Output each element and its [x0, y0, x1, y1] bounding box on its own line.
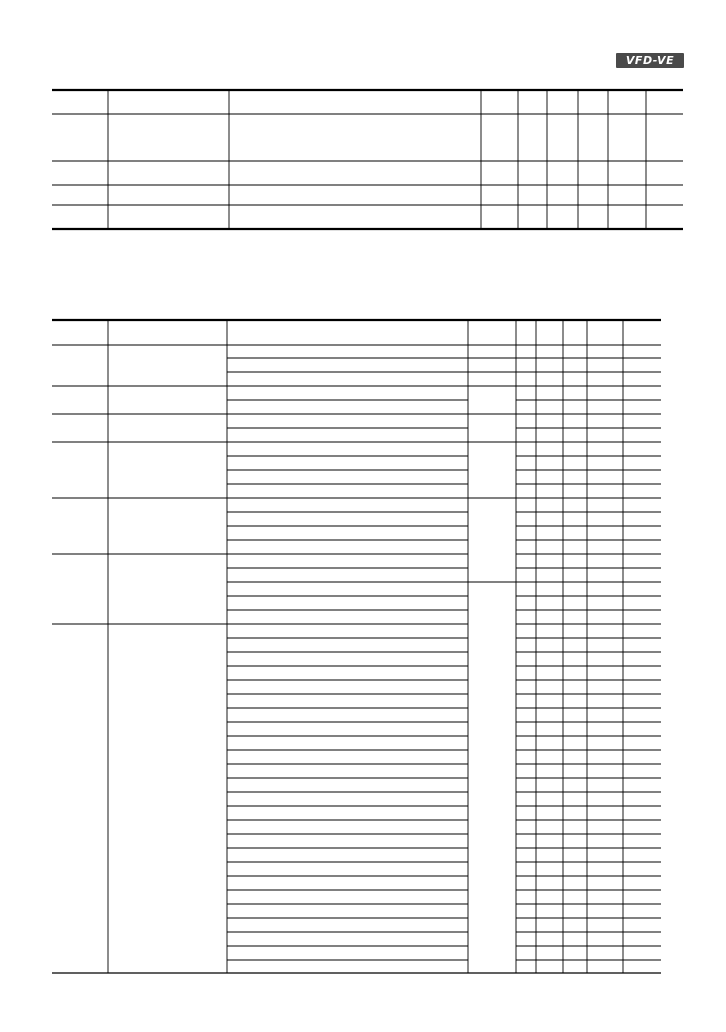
- parameter-table-2: [52, 320, 661, 973]
- brand-logo-text: VFD-VE: [625, 54, 675, 67]
- parameter-table-1: [52, 90, 683, 229]
